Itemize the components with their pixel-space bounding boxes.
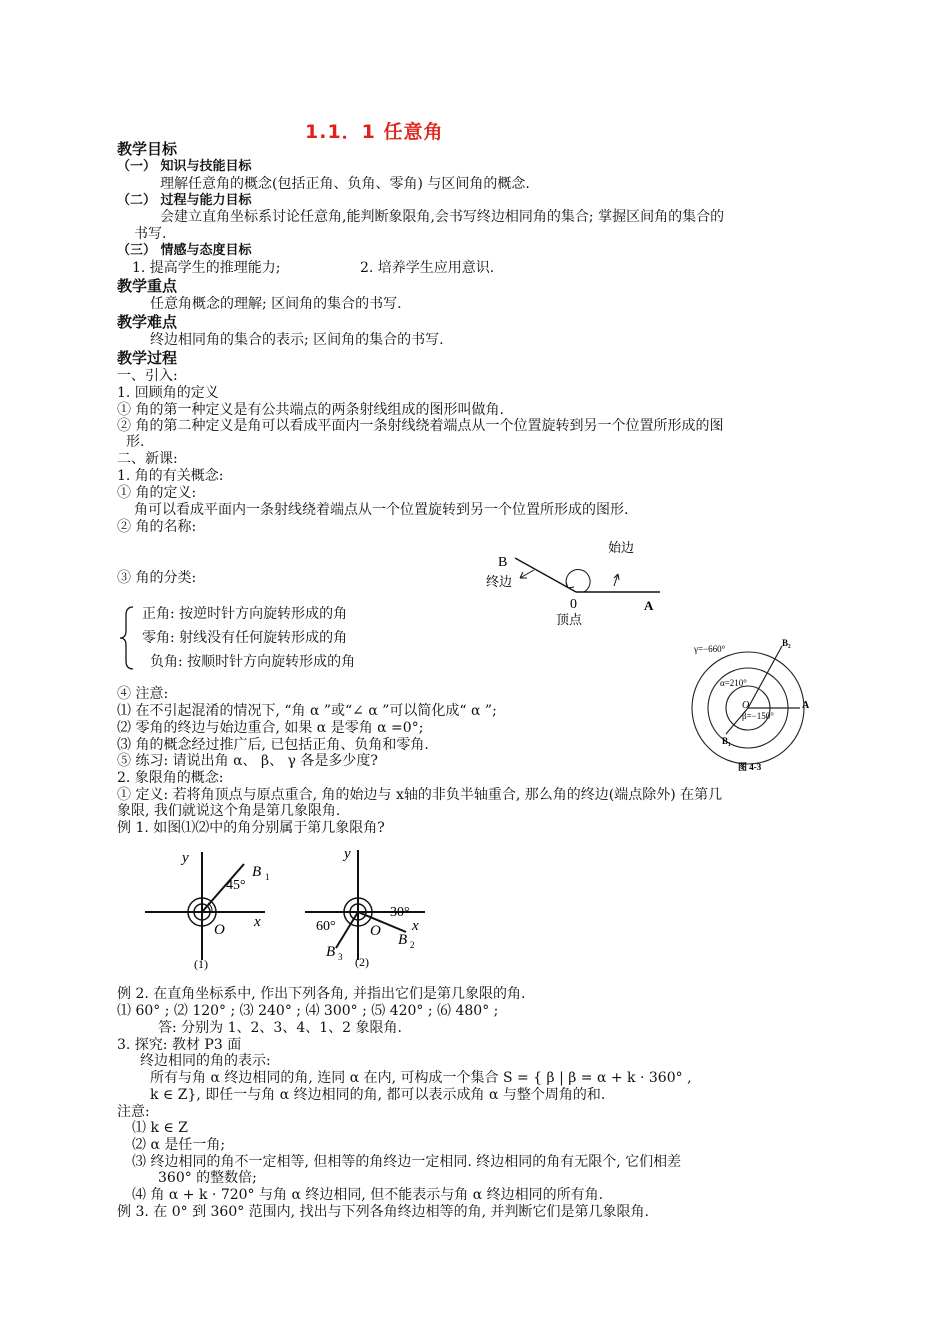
- svg-text:x: x: [412, 918, 419, 934]
- b2-label: B₂: [782, 638, 791, 648]
- svg-text:B: B: [252, 864, 262, 880]
- example1-text: 例 1. 如图⑴⑵中的角分别属于第几象限角?: [117, 820, 385, 836]
- goal3-heading: （三） 情感与态度目标: [117, 243, 252, 258]
- review-heading: 1. 回顾角的定义: [117, 385, 219, 401]
- new-lesson-heading: 二、新课:: [117, 451, 178, 467]
- goal1-text: 理解任意角的概念(包括正角、负角、零角) 与区间角的概念.: [160, 176, 530, 192]
- svg-text:y: y: [182, 850, 189, 866]
- vertex-o-label: 0: [570, 597, 577, 612]
- example2-answer: 答: 分别为 1、2、3、4、1、2 象限角.: [158, 1020, 402, 1036]
- quadrant-def-line2: 象限, 我们就说这个角是第几象限角.: [117, 803, 341, 819]
- page-title: 1.1．1 任意角: [305, 121, 444, 143]
- svg-text:x: x: [254, 914, 261, 930]
- svg-text:O: O: [370, 923, 381, 939]
- coterminal-text-line2: k ∈ Z}, 即任一与角 α 终边相同的角, 都可以表示成角 α 与整个周角的和.: [150, 1087, 606, 1103]
- svg-text:B: B: [326, 944, 336, 960]
- concepts-heading: 1. 角的有关概念:: [117, 468, 224, 484]
- intro-heading: 一、引入:: [117, 368, 178, 384]
- positive-angle-text: 正角: 按逆时针方向旋转形成的角: [142, 606, 348, 622]
- goal1-heading: （一） 知识与技能目标: [117, 159, 252, 174]
- svg-text:(2): (2): [355, 955, 369, 969]
- svg-text:y: y: [344, 846, 351, 862]
- beta-label: β=−150°: [742, 711, 774, 721]
- quadrant-heading: 2. 象限角的概念:: [117, 770, 224, 786]
- svg-text:O: O: [214, 922, 225, 938]
- angle-def-heading: ① 角的定义:: [117, 485, 197, 501]
- angle-name-heading: ② 角的名称:: [117, 519, 197, 535]
- goal2-text-line2: 书写.: [134, 226, 167, 242]
- def2-text-line2: 形.: [126, 434, 145, 450]
- b1-label: B₁: [722, 736, 731, 746]
- section-heading-goals: 教学目标: [117, 140, 178, 158]
- example3-text: 例 3. 在 0° 到 360° 范围内, 找出与下列各角终边相等的角, 并判断它们是第几象限角.: [117, 1204, 649, 1220]
- svg-text:30°: 30°: [390, 905, 410, 920]
- angle-class-heading: ③ 角的分类:: [117, 570, 197, 586]
- quadrant-def-line1: ① 定义: 若将角顶点与原点重合, 角的始边与 x轴的非负半轴重合, 那么角的终边(端点除外) 在第几: [117, 787, 723, 803]
- zero-angle-text: 零角: 射线没有任何旋转形成的角: [142, 630, 348, 646]
- coterminal-text-line1: 所有与角 α 终边相同的角, 连同 α 在内, 可构成一个集合 S = { β | β = α + k · 360° ,: [150, 1070, 692, 1086]
- practice-text: ⑤ 练习: 请说出角 α、 β、 γ 各是多少度?: [117, 753, 378, 769]
- svg-text:3: 3: [338, 952, 343, 962]
- note-heading: ④ 注意:: [117, 686, 169, 702]
- svg-text:B: B: [398, 932, 408, 948]
- key-text: 任意角概念的理解; 区间角的集合的书写.: [150, 296, 402, 312]
- def1-text: ① 角的第一种定义是有公共端点的两条射线组成的图形叫做角.: [117, 402, 504, 418]
- section-heading-difficulty: 教学难点: [117, 313, 178, 331]
- explore-heading: 3. 探究: 教材 P3 面: [117, 1037, 242, 1053]
- note3-text: ⑶ 角的概念经过推广后, 已包括正角、负角和零角.: [117, 737, 429, 753]
- example2-text: 例 2. 在直角坐标系中, 作出下列各角, 并指出它们是第几象限的角.: [117, 986, 526, 1002]
- note2-item1: ⑴ k ∈ Z: [132, 1120, 188, 1136]
- curly-brace: [118, 605, 138, 671]
- vertex-label: 顶点: [556, 613, 583, 628]
- goal3-item2: 2. 培养学生应用意识.: [360, 260, 495, 276]
- goal2-text-line1: 会建立直角坐标系讨论任意角,能判断象限角,会书写终边相同角的集合; 掌握区间角的集合的: [160, 209, 725, 225]
- svg-text:45°: 45°: [226, 878, 246, 893]
- a-label: A: [802, 700, 810, 711]
- section-heading-key: 教学重点: [117, 277, 178, 295]
- terminal-side-label: 终边: [486, 575, 513, 590]
- negative-angle-text: 负角: 按顺时针方向旋转形成的角: [150, 654, 356, 670]
- note2-text: ⑵ 零角的终边与始边重合, 如果 α 是零角 α =0°;: [117, 720, 424, 736]
- caption: 图 4-3: [738, 762, 762, 772]
- svg-text:60°: 60°: [316, 919, 336, 934]
- origin-label: O: [742, 700, 750, 711]
- note1-text: ⑴ 在不引起混淆的情况下, “角 α ”或“∠ α ”可以简化成“ α ”;: [117, 703, 497, 719]
- def2-text-line1: ② 角的第二种定义是角可以看成平面内一条射线绕着端点从一个位置旋转到另一个位置所形成的图: [117, 418, 724, 434]
- quadrant-figures: [140, 840, 440, 975]
- svg-text:1: 1: [265, 872, 270, 882]
- svg-text:(1): (1): [194, 957, 208, 971]
- example2-list: ⑴ 60° ; ⑵ 120° ; ⑶ 240° ; ⑷ 300° ; ⑸ 420° ; ⑹ 480° ;: [117, 1003, 499, 1019]
- goal3-item1: 1. 提高学生的推理能力;: [132, 260, 281, 276]
- point-a-label: A: [644, 598, 654, 613]
- initial-side-label: 始边: [608, 541, 635, 556]
- figure-4-3: [682, 634, 842, 774]
- note2-item3-line1: ⑶ 终边相同的角不一定相等, 但相等的角终边一定相同. 终边相同的角有无限个, 它们相差: [132, 1154, 682, 1170]
- svg-text:2: 2: [410, 940, 415, 950]
- note2-item2: ⑵ α 是任一角;: [132, 1137, 226, 1153]
- note2-item4: ⑷ 角 α + k · 720° 与角 α 终边相同, 但不能表示与角 α 终边相同的所有角.: [132, 1187, 604, 1203]
- gamma-label: γ=−660°: [694, 644, 726, 654]
- section-heading-process: 教学过程: [117, 349, 178, 367]
- point-b-label: B: [498, 555, 508, 570]
- angle-def-text: 角可以看成平面内一条射线绕着端点从一个位置旋转到另一个位置所形成的图形.: [134, 502, 629, 518]
- goal2-heading: （二） 过程与能力目标: [117, 193, 252, 208]
- coterminal-heading: 终边相同的角的表示:: [140, 1053, 271, 1069]
- note2-heading: 注意:: [117, 1104, 150, 1120]
- alpha-label: α=210°: [720, 678, 747, 688]
- note2-item3-line2: 360° 的整数倍;: [158, 1170, 257, 1186]
- angle-naming-figure: [480, 530, 680, 630]
- difficulty-text: 终边相同角的集合的表示; 区间角的集合的书写.: [150, 332, 444, 348]
